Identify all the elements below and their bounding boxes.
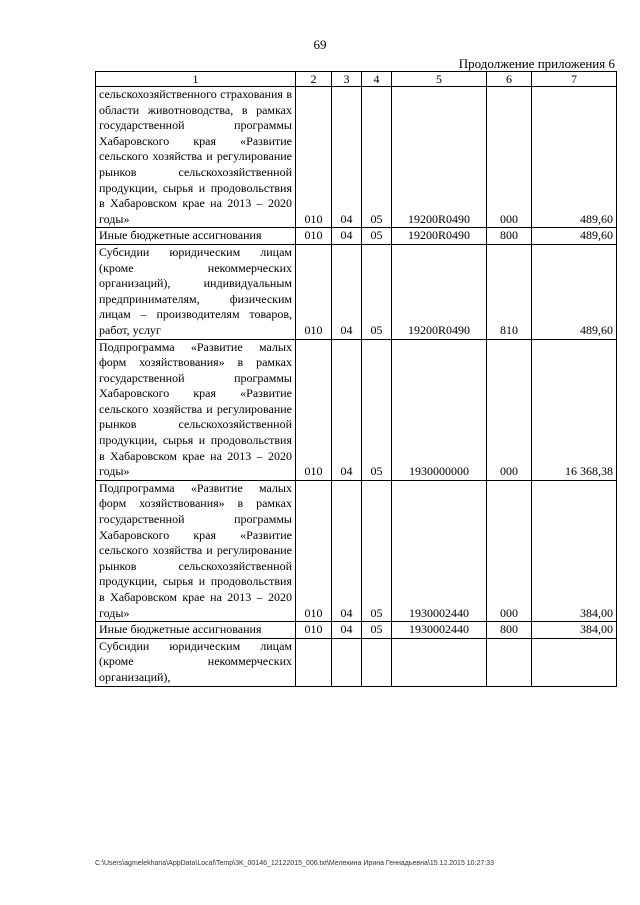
cell-amount: 489,60 [532, 244, 617, 339]
column-header: 2 [296, 72, 332, 87]
column-header: 7 [532, 72, 617, 87]
cell-amount: 384,00 [532, 480, 617, 621]
cell-expense-type [487, 638, 532, 686]
cell-section: 04 [332, 622, 362, 639]
cell-target-article [392, 638, 487, 686]
table-row [96, 638, 617, 686]
cell-admin-code: 010 [296, 87, 332, 228]
cell-amount: 384,00 [532, 622, 617, 639]
table-row [96, 244, 617, 339]
row-name: Иные бюджетные ассигнования [96, 622, 296, 639]
cell-subsection: 05 [362, 480, 392, 621]
row-name: Субсидии юридическим лицам (кроме некоммерческих организаций), индивидуальным предпринимателям, физическим лицам – производителям товаров, работ, услуг [96, 244, 296, 339]
budget-table [95, 71, 617, 687]
cell-admin-code: 010 [296, 622, 332, 639]
row-name: Субсидии юридическим лицам (кроме некоммерческих организаций), [96, 638, 296, 686]
cell-section [332, 638, 362, 686]
cell-subsection: 05 [362, 244, 392, 339]
row-name: Подпрограмма «Развитие малых форм хозяйствования» в рамках государственной программы Хабаровского края «Развитие сельского хозяйства и регулирование рынков сельскохозяйственной продукции, сырья и продовольствия в Хабаровском крае на 2013 – 2020 годы» [96, 480, 296, 621]
cell-target-article: 1930002440 [392, 480, 487, 621]
cell-section: 04 [332, 480, 362, 621]
column-header: 1 [96, 72, 296, 87]
column-header: 3 [332, 72, 362, 87]
row-name: Подпрограмма «Развитие малых форм хозяйствования» в рамках государственной программы Хабаровского края «Развитие сельского хозяйства и регулирование рынков сельскохозяйственной продукции, сырья и продовольствия в Хабаровском крае на 2013 – 2020 годы» [96, 339, 296, 480]
cell-admin-code: 010 [296, 339, 332, 480]
cell-target-article: 1930002440 [392, 622, 487, 639]
cell-amount: 489,60 [532, 87, 617, 228]
cell-target-article: 1930000000 [392, 339, 487, 480]
cell-section: 04 [332, 87, 362, 228]
column-header: 5 [392, 72, 487, 87]
table-row [96, 228, 617, 245]
cell-amount: 16 368,38 [532, 339, 617, 480]
cell-expense-type: 800 [487, 622, 532, 639]
page-number: 69 [313, 37, 327, 52]
cell-target-article: 19200R0490 [392, 244, 487, 339]
cell-section: 04 [332, 228, 362, 245]
cell-subsection [362, 638, 392, 686]
cell-expense-type: 000 [487, 480, 532, 621]
cell-expense-type: 000 [487, 87, 532, 228]
table-row [96, 87, 617, 228]
row-name: Иные бюджетные ассигнования [96, 228, 296, 245]
cell-admin-code: 010 [296, 244, 332, 339]
cell-amount [532, 638, 617, 686]
cell-expense-type: 800 [487, 228, 532, 245]
column-header: 6 [487, 72, 532, 87]
cell-subsection: 05 [362, 622, 392, 639]
table-row [96, 480, 617, 621]
cell-admin-code: 010 [296, 228, 332, 245]
cell-amount: 489,60 [532, 228, 617, 245]
cell-target-article: 19200R0490 [392, 228, 487, 245]
cell-admin-code [296, 638, 332, 686]
cell-subsection: 05 [362, 339, 392, 480]
column-header: 4 [362, 72, 392, 87]
row-name: сельскохозяйственного страхования в области животноводства, в рамках государственной программы Хабаровского края «Развитие сельского хозяйства и регулирование рынков сельскохозяйственной продукции, сырья и продовольствия в Хабаровском крае на 2013 – 2020 годы» [96, 87, 296, 228]
cell-admin-code: 010 [296, 480, 332, 621]
header-row [96, 72, 617, 87]
cell-expense-type: 810 [487, 244, 532, 339]
cell-target-article: 19200R0490 [392, 87, 487, 228]
footer-file-path: C:\Users\agmelekhana\AppData\Local\Temp\3K_00146_12122015_006.txt\Мелехина Ирина Геннадьевна\15.12.2015 10:27:33 [95, 860, 495, 867]
cell-subsection: 05 [362, 87, 392, 228]
cell-expense-type: 000 [487, 339, 532, 480]
cell-section: 04 [332, 244, 362, 339]
continuation-label: Продолжение приложения 6 [458, 56, 615, 71]
table-row [96, 339, 617, 480]
cell-subsection: 05 [362, 228, 392, 245]
cell-section: 04 [332, 339, 362, 480]
table-row [96, 622, 617, 639]
